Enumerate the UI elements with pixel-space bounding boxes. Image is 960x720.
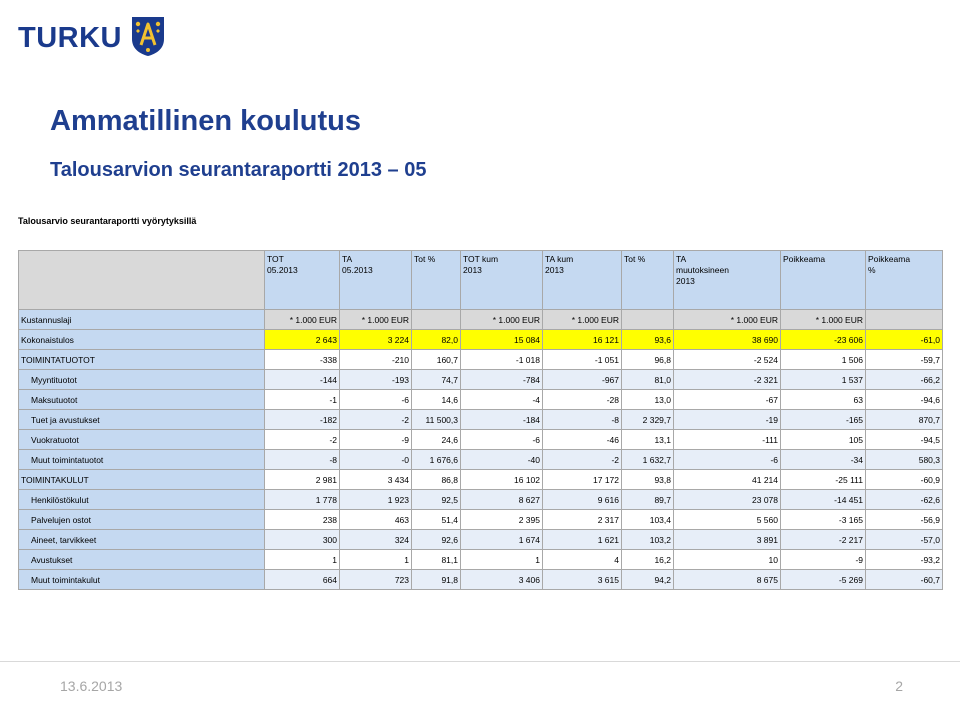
table-cell: 103,4 bbox=[622, 510, 674, 530]
table-cell: -9 bbox=[781, 550, 866, 570]
table-cell: 86,8 bbox=[412, 470, 461, 490]
table-cell: 17 172 bbox=[543, 470, 622, 490]
table-row bbox=[19, 510, 943, 530]
table-cell: -967 bbox=[543, 370, 622, 390]
table-cell: -4 bbox=[461, 390, 543, 410]
table-cell: -193 bbox=[340, 370, 412, 390]
column-header: TOT 05.2013 bbox=[265, 251, 340, 310]
row-label: Kustannuslaji bbox=[19, 310, 265, 330]
table-cell: 93,8 bbox=[622, 470, 674, 490]
table-cell: -1 018 bbox=[461, 350, 543, 370]
table-cell: 16 121 bbox=[543, 330, 622, 350]
table-cell: -2 bbox=[340, 410, 412, 430]
row-label: Aineet, tarvikkeet bbox=[19, 530, 265, 550]
table-cell: * 1.000 EUR bbox=[340, 310, 412, 330]
table-row bbox=[19, 350, 943, 370]
table-cell: -144 bbox=[265, 370, 340, 390]
table-cell: -165 bbox=[781, 410, 866, 430]
table-cell: -94,6 bbox=[866, 390, 943, 410]
footer-date: 13.6.2013 bbox=[60, 678, 123, 694]
table-cell: 91,8 bbox=[412, 570, 461, 590]
table-cell: 1 676,6 bbox=[412, 450, 461, 470]
table-cell: 105 bbox=[781, 430, 866, 450]
table-cell: * 1.000 EUR bbox=[674, 310, 781, 330]
table-cell: -784 bbox=[461, 370, 543, 390]
table-cell: 2 643 bbox=[265, 330, 340, 350]
table-cell: 1 674 bbox=[461, 530, 543, 550]
table-row bbox=[19, 310, 943, 330]
table-cell: -56,9 bbox=[866, 510, 943, 530]
table-cell: 81,0 bbox=[622, 370, 674, 390]
table-cell: -1 bbox=[265, 390, 340, 410]
table-cell: -93,2 bbox=[866, 550, 943, 570]
table-cell: -6 bbox=[461, 430, 543, 450]
table-cell: -182 bbox=[265, 410, 340, 430]
table-cell: 2 329,7 bbox=[622, 410, 674, 430]
table-cell: 1 632,7 bbox=[622, 450, 674, 470]
table-row bbox=[19, 470, 943, 490]
table-cell: 1 537 bbox=[781, 370, 866, 390]
table-cell: 8 627 bbox=[461, 490, 543, 510]
table-cell: -338 bbox=[265, 350, 340, 370]
budget-report-table bbox=[18, 250, 943, 590]
table-cell: 13,1 bbox=[622, 430, 674, 450]
table-cell: 2 317 bbox=[543, 510, 622, 530]
table-cell: 3 615 bbox=[543, 570, 622, 590]
table-cell: 89,7 bbox=[622, 490, 674, 510]
table-row bbox=[19, 530, 943, 550]
table-cell: 324 bbox=[340, 530, 412, 550]
footer-divider bbox=[0, 661, 960, 662]
table-cell: -6 bbox=[674, 450, 781, 470]
table-cell: 870,7 bbox=[866, 410, 943, 430]
table-cell: * 1.000 EUR bbox=[265, 310, 340, 330]
table-cell: -28 bbox=[543, 390, 622, 410]
table-cell: 74,7 bbox=[412, 370, 461, 390]
table-cell: -67 bbox=[674, 390, 781, 410]
table-cell: -61,0 bbox=[866, 330, 943, 350]
table-cell: -2 bbox=[543, 450, 622, 470]
row-label: TOIMINTAKULUT bbox=[19, 470, 265, 490]
table-cell: * 1.000 EUR bbox=[781, 310, 866, 330]
column-header: TOT kum 2013 bbox=[461, 251, 543, 310]
table-cell: 580,3 bbox=[866, 450, 943, 470]
table-cell: 1 923 bbox=[340, 490, 412, 510]
table-cell: 41 214 bbox=[674, 470, 781, 490]
table-cell: -25 111 bbox=[781, 470, 866, 490]
table-cell bbox=[866, 310, 943, 330]
table-cell: 103,2 bbox=[622, 530, 674, 550]
table-cell: 16,2 bbox=[622, 550, 674, 570]
row-label: Palvelujen ostot bbox=[19, 510, 265, 530]
table-cell: 8 675 bbox=[674, 570, 781, 590]
table-row bbox=[19, 370, 943, 390]
table-cell: -2 321 bbox=[674, 370, 781, 390]
table-cell: -0 bbox=[340, 450, 412, 470]
column-header: Tot % bbox=[622, 251, 674, 310]
table-cell: -23 606 bbox=[781, 330, 866, 350]
table-cell: -5 269 bbox=[781, 570, 866, 590]
table-cell: -60,9 bbox=[866, 470, 943, 490]
column-header: Poikkeama % bbox=[866, 251, 943, 310]
header-corner bbox=[19, 251, 265, 310]
table-cell: 463 bbox=[340, 510, 412, 530]
logo-text: TURKU bbox=[18, 21, 122, 54]
table-cell: 3 406 bbox=[461, 570, 543, 590]
row-label: Henkilöstökulut bbox=[19, 490, 265, 510]
table-cell: -8 bbox=[543, 410, 622, 430]
table-row bbox=[19, 450, 943, 470]
table-row bbox=[19, 390, 943, 410]
table-cell: 92,6 bbox=[412, 530, 461, 550]
table-cell: 3 224 bbox=[340, 330, 412, 350]
table-cell: 238 bbox=[265, 510, 340, 530]
column-header: Tot % bbox=[412, 251, 461, 310]
table-cell: -184 bbox=[461, 410, 543, 430]
table-cell: 300 bbox=[265, 530, 340, 550]
table-cell bbox=[412, 310, 461, 330]
row-label: TOIMINTATUOTOT bbox=[19, 350, 265, 370]
row-label: Myyntituotot bbox=[19, 370, 265, 390]
row-label: Tuet ja avustukset bbox=[19, 410, 265, 430]
table-cell: 723 bbox=[340, 570, 412, 590]
table-cell: 38 690 bbox=[674, 330, 781, 350]
table-cell: 5 560 bbox=[674, 510, 781, 530]
table-header-row bbox=[19, 251, 943, 310]
table-cell: 3 891 bbox=[674, 530, 781, 550]
table-cell: -8 bbox=[265, 450, 340, 470]
page-subtitle: Talousarvion seurantaraportti 2013 – 05 bbox=[50, 159, 427, 181]
table-cell: -46 bbox=[543, 430, 622, 450]
table-cell: * 1.000 EUR bbox=[543, 310, 622, 330]
table-cell: -94,5 bbox=[866, 430, 943, 450]
row-label: Maksutuotot bbox=[19, 390, 265, 410]
table-row bbox=[19, 490, 943, 510]
table-cell: 1 bbox=[340, 550, 412, 570]
table-cell: 51,4 bbox=[412, 510, 461, 530]
table-cell: 14,6 bbox=[412, 390, 461, 410]
table-cell: -62,6 bbox=[866, 490, 943, 510]
column-header: TA muutoksineen 2013 bbox=[674, 251, 781, 310]
table-cell: 2 981 bbox=[265, 470, 340, 490]
table-cell: -3 165 bbox=[781, 510, 866, 530]
table-cell: 1 778 bbox=[265, 490, 340, 510]
column-header: Poikkeama bbox=[781, 251, 866, 310]
table-cell: * 1.000 EUR bbox=[461, 310, 543, 330]
row-label: Kokonaistulos bbox=[19, 330, 265, 350]
table-row bbox=[19, 570, 943, 590]
table-cell: 11 500,3 bbox=[412, 410, 461, 430]
table-cell: -2 bbox=[265, 430, 340, 450]
table-cell: -1 051 bbox=[543, 350, 622, 370]
row-label: Vuokratuotot bbox=[19, 430, 265, 450]
table-row bbox=[19, 330, 943, 350]
table-cell: 4 bbox=[543, 550, 622, 570]
table-cell: 664 bbox=[265, 570, 340, 590]
table-cell: 23 078 bbox=[674, 490, 781, 510]
table-cell: -6 bbox=[340, 390, 412, 410]
table-cell: 82,0 bbox=[412, 330, 461, 350]
table-row bbox=[19, 550, 943, 570]
column-header: TA kum 2013 bbox=[543, 251, 622, 310]
table-cell: -210 bbox=[340, 350, 412, 370]
table-cell: 94,2 bbox=[622, 570, 674, 590]
table-cell: -66,2 bbox=[866, 370, 943, 390]
table-cell: 1 506 bbox=[781, 350, 866, 370]
table-cell: 3 434 bbox=[340, 470, 412, 490]
table-cell: 2 395 bbox=[461, 510, 543, 530]
table-cell: 81,1 bbox=[412, 550, 461, 570]
table-cell: 63 bbox=[781, 390, 866, 410]
table-cell: 1 bbox=[265, 550, 340, 570]
table-cell: 92,5 bbox=[412, 490, 461, 510]
row-label: Muut toimintakulut bbox=[19, 570, 265, 590]
column-header: TA 05.2013 bbox=[340, 251, 412, 310]
table-cell: 160,7 bbox=[412, 350, 461, 370]
table-row bbox=[19, 410, 943, 430]
turku-logo bbox=[18, 16, 166, 60]
table-caption: Talousarvio seurantaraportti vyörytyksillä bbox=[18, 216, 197, 226]
table-cell: -40 bbox=[461, 450, 543, 470]
page-title: Ammatillinen koulutus bbox=[50, 105, 361, 137]
table-cell: 24,6 bbox=[412, 430, 461, 450]
row-label: Avustukset bbox=[19, 550, 265, 570]
table-cell: -2 217 bbox=[781, 530, 866, 550]
table-cell: -34 bbox=[781, 450, 866, 470]
page-number: 2 bbox=[895, 678, 903, 694]
table-cell: 96,8 bbox=[622, 350, 674, 370]
table-cell: -14 451 bbox=[781, 490, 866, 510]
table-cell: -60,7 bbox=[866, 570, 943, 590]
table-cell: 1 621 bbox=[543, 530, 622, 550]
table-cell: 1 bbox=[461, 550, 543, 570]
table-cell: -111 bbox=[674, 430, 781, 450]
table-row bbox=[19, 430, 943, 450]
table-cell bbox=[622, 310, 674, 330]
row-label: Muut toimintatuotot bbox=[19, 450, 265, 470]
table-cell: -57,0 bbox=[866, 530, 943, 550]
table-cell: -2 524 bbox=[674, 350, 781, 370]
table-cell: -59,7 bbox=[866, 350, 943, 370]
table-cell: -9 bbox=[340, 430, 412, 450]
turku-crest-icon bbox=[130, 15, 166, 62]
table-cell: 15 084 bbox=[461, 330, 543, 350]
table-cell: 13,0 bbox=[622, 390, 674, 410]
table-cell: 10 bbox=[674, 550, 781, 570]
table-cell: 16 102 bbox=[461, 470, 543, 490]
table-cell: 9 616 bbox=[543, 490, 622, 510]
table-cell: -19 bbox=[674, 410, 781, 430]
table-cell: 93,6 bbox=[622, 330, 674, 350]
